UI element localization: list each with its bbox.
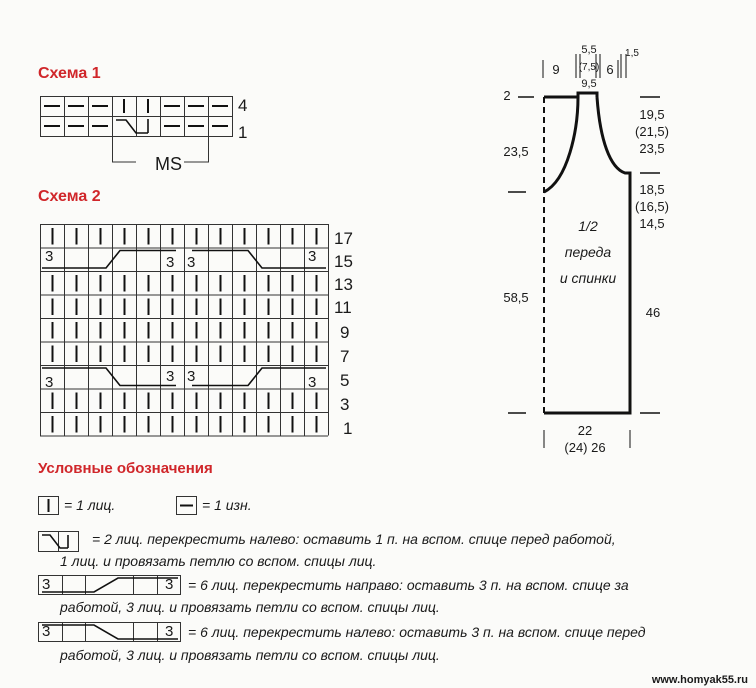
scheme2-row-number: 7 xyxy=(340,347,350,366)
cable-number: 3 xyxy=(166,368,175,385)
cable-cross-line xyxy=(192,251,326,269)
dimension-label: (16,5) xyxy=(635,199,669,214)
scheme1-row-number: 4 xyxy=(238,96,248,115)
piece-label: переда xyxy=(564,244,612,260)
dimension-label: 9 xyxy=(552,62,560,77)
scheme1-repeat-label: MS xyxy=(155,154,182,174)
scheme2-row-number: 15 xyxy=(334,252,353,271)
cable-number: 3 xyxy=(166,254,175,271)
dimension-label: (21,5) xyxy=(635,124,669,139)
scheme1-title: Схема 1 xyxy=(38,65,101,82)
cable-number: 3 xyxy=(45,374,54,391)
scheme2-title: Схема 2 xyxy=(38,188,101,205)
legend-knit-text: = 1 лиц. xyxy=(64,497,116,513)
scheme2-chart xyxy=(40,224,330,440)
scheme2-row-number: 9 xyxy=(340,323,350,342)
legend-purl-text: = 1 изн. xyxy=(202,497,252,513)
dimension-label: 23,5 xyxy=(503,144,529,159)
cable-left-symbol xyxy=(38,622,184,644)
cable-cross-line xyxy=(192,368,326,386)
dimension-label: (24) 26 xyxy=(564,440,606,455)
dimension-label: 18,5 xyxy=(639,182,665,197)
dimension-label: 23,5 xyxy=(639,141,665,156)
dimension-label: (7,5) xyxy=(578,62,600,73)
legend-cable-left-text: работой, 3 лиц. и провязать петли со вспом. спицы лиц. xyxy=(60,647,440,663)
legend-title: Условные обозначения xyxy=(38,460,213,477)
watermark: www.homyak55.ru xyxy=(651,674,748,686)
legend-cross-two-text: 1 лиц. и провязать петлю со вспом. спицы лиц. xyxy=(60,553,377,569)
dimension-label: 5,5 xyxy=(581,44,597,56)
cable-number: 3 xyxy=(45,248,54,265)
scheme2-row-number: 3 xyxy=(340,395,350,414)
legend-cable-right-text: = 6 лиц. перекрестить направо: оставить 3 п. на вспом. спице за xyxy=(188,577,629,593)
cable-number: 3 xyxy=(308,374,317,391)
scheme2-row-number: 5 xyxy=(340,371,350,390)
scheme2-row-number: 11 xyxy=(334,298,352,317)
scheme2-row-number: 17 xyxy=(334,229,353,248)
dimension-label: 2 xyxy=(503,88,511,103)
cross-two-symbol xyxy=(38,531,82,553)
dimension-label: 14,5 xyxy=(639,216,665,231)
dimension-label: 58,5 xyxy=(503,290,529,305)
cable-symbol-number: 3 xyxy=(165,623,174,640)
dimension-label: 6 xyxy=(606,62,614,77)
dimension-label: 22 xyxy=(577,423,593,438)
cable-cross-line xyxy=(42,251,176,269)
cable-cross-line xyxy=(42,368,176,386)
cable-right-symbol xyxy=(38,575,184,597)
cable-number: 3 xyxy=(187,368,196,385)
legend-cross-two-text: = 2 лиц. перекрестить налево: оставить 1 п. на вспом. спице перед работой, xyxy=(92,531,616,547)
cable-symbol-number: 3 xyxy=(165,576,174,593)
cable-number: 3 xyxy=(308,248,317,265)
scheme2-row-number: 1 xyxy=(343,419,353,438)
legend-cable-right-text: работой, 3 лиц. и провязать петли со вспом. спицы лиц. xyxy=(60,599,440,615)
legend-cable-left-text: = 6 лиц. перекрестить налево: оставить 3 п. на вспом. спице перед xyxy=(188,624,646,640)
piece-label: 1/2 xyxy=(578,218,598,234)
piece-label: и спинки xyxy=(559,270,617,286)
cable-number: 3 xyxy=(187,254,196,271)
scheme1-row-number: 1 xyxy=(238,123,248,142)
dimension-label: 46 xyxy=(645,305,661,320)
cable-symbol-number: 3 xyxy=(42,576,51,593)
dimension-label: 9,5 xyxy=(581,78,597,90)
scheme2-row-number: 13 xyxy=(334,275,353,294)
knit-symbol xyxy=(38,496,60,516)
dimension-label: 1,5 xyxy=(625,48,639,59)
dimension-label: 19,5 xyxy=(639,107,665,122)
cable-symbol-number: 3 xyxy=(42,623,51,640)
purl-symbol xyxy=(176,496,198,516)
